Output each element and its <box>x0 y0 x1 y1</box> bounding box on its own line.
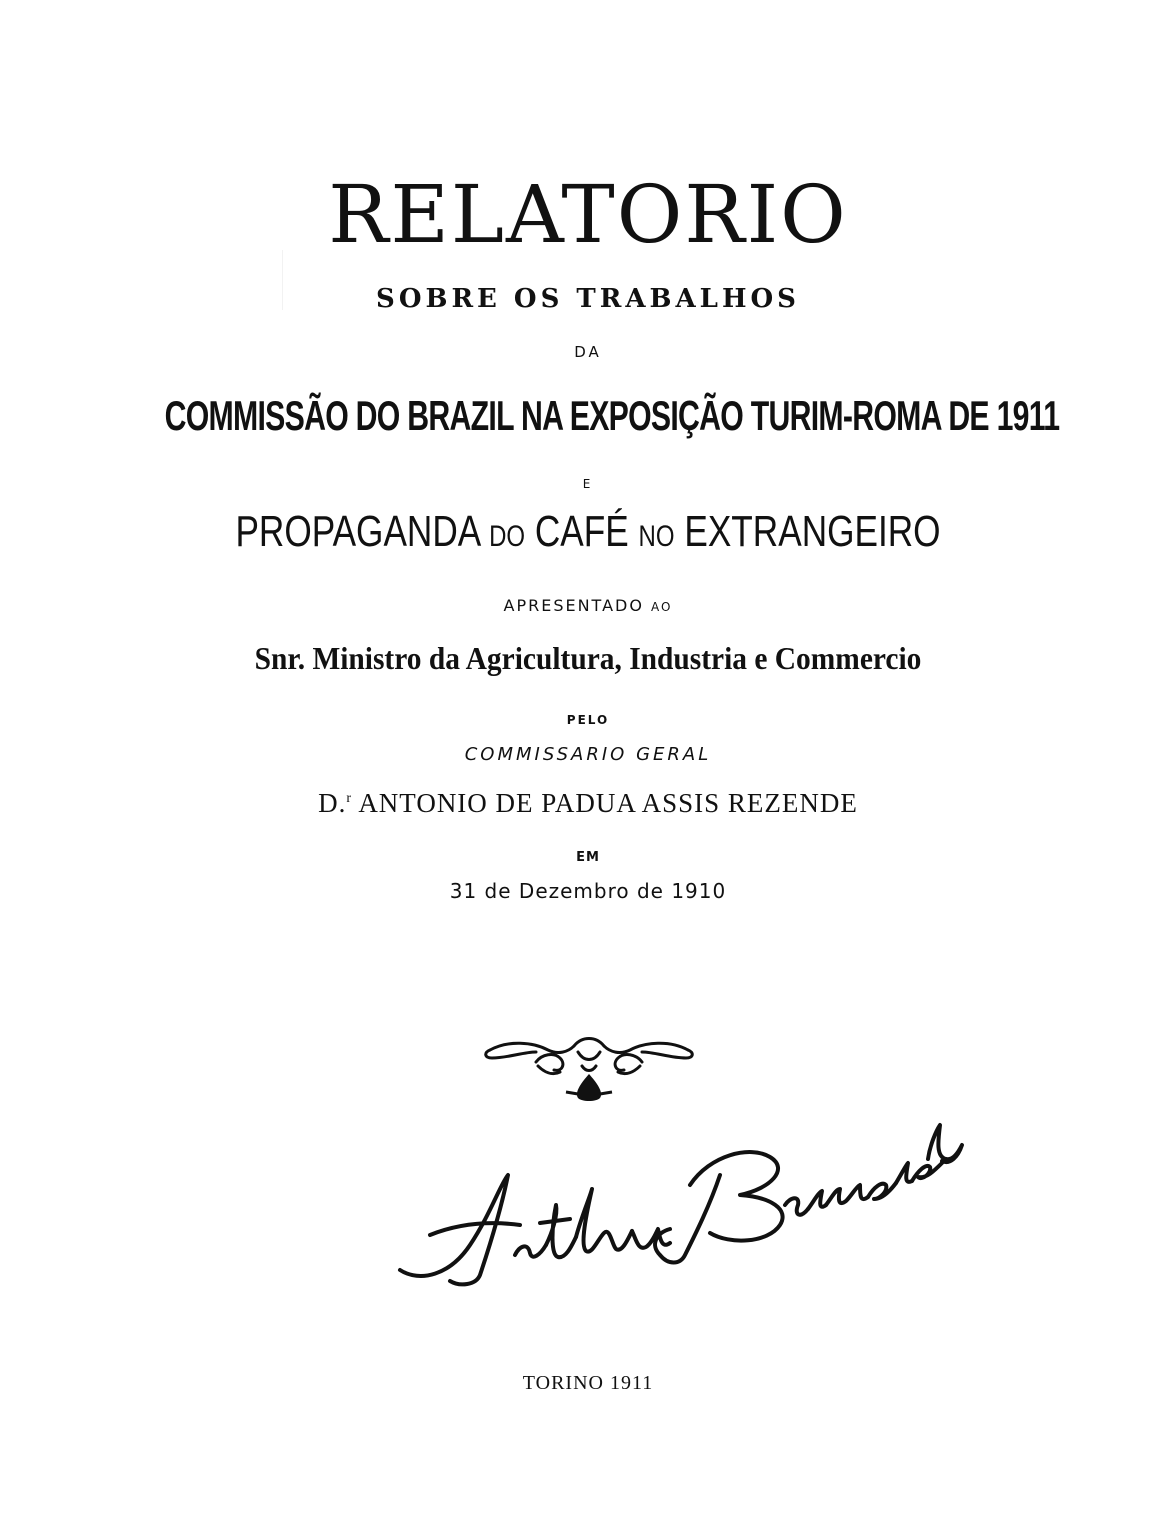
handwritten-signature <box>390 1105 970 1305</box>
propaganda-extrangeiro: EXTRANGEIRO <box>684 507 941 556</box>
author-role: COMMISSARIO GERAL <box>464 744 712 765</box>
conjunction-e: E <box>582 477 594 491</box>
document-subtitle: SOBRE OS TRABALHOS <box>376 284 800 314</box>
document-title: RELATORIO <box>328 168 848 261</box>
preposition-em: EM <box>576 850 600 865</box>
author-name-line <box>0 782 1176 820</box>
apresentado-ao: AO <box>651 600 673 614</box>
author-name: ANTONIO DE PADUA ASSIS REZENDE <box>358 788 858 818</box>
preposition-da: DA <box>574 343 602 361</box>
author-prefix: D. <box>318 788 347 818</box>
commission-heading: COMMISSÃO DO BRAZIL NA EXPOSIÇÃO TURIM-ROMA DE 1911 <box>164 392 1060 439</box>
ornament-flourish-icon <box>478 1022 700 1112</box>
recipient-line: Snr. Ministro da Agricultura, Industria e Commercio <box>254 640 922 676</box>
propaganda-word: PROPAGANDA <box>235 507 480 556</box>
preposition-pelo: PELO <box>566 713 610 727</box>
propaganda-do: DO <box>489 520 526 553</box>
propaganda-no: NO <box>638 520 675 553</box>
propaganda-heading <box>118 505 1059 564</box>
apresentado-word: APRESENTADO <box>503 596 644 615</box>
document-date: 31 de Dezembro de 1910 <box>449 879 727 903</box>
propaganda-cafe: CAFÉ <box>534 507 629 556</box>
author-prefix-sup: r <box>346 791 353 806</box>
imprint-line: TORINO 1911 <box>522 1372 654 1394</box>
apresentado-line <box>0 596 1176 617</box>
